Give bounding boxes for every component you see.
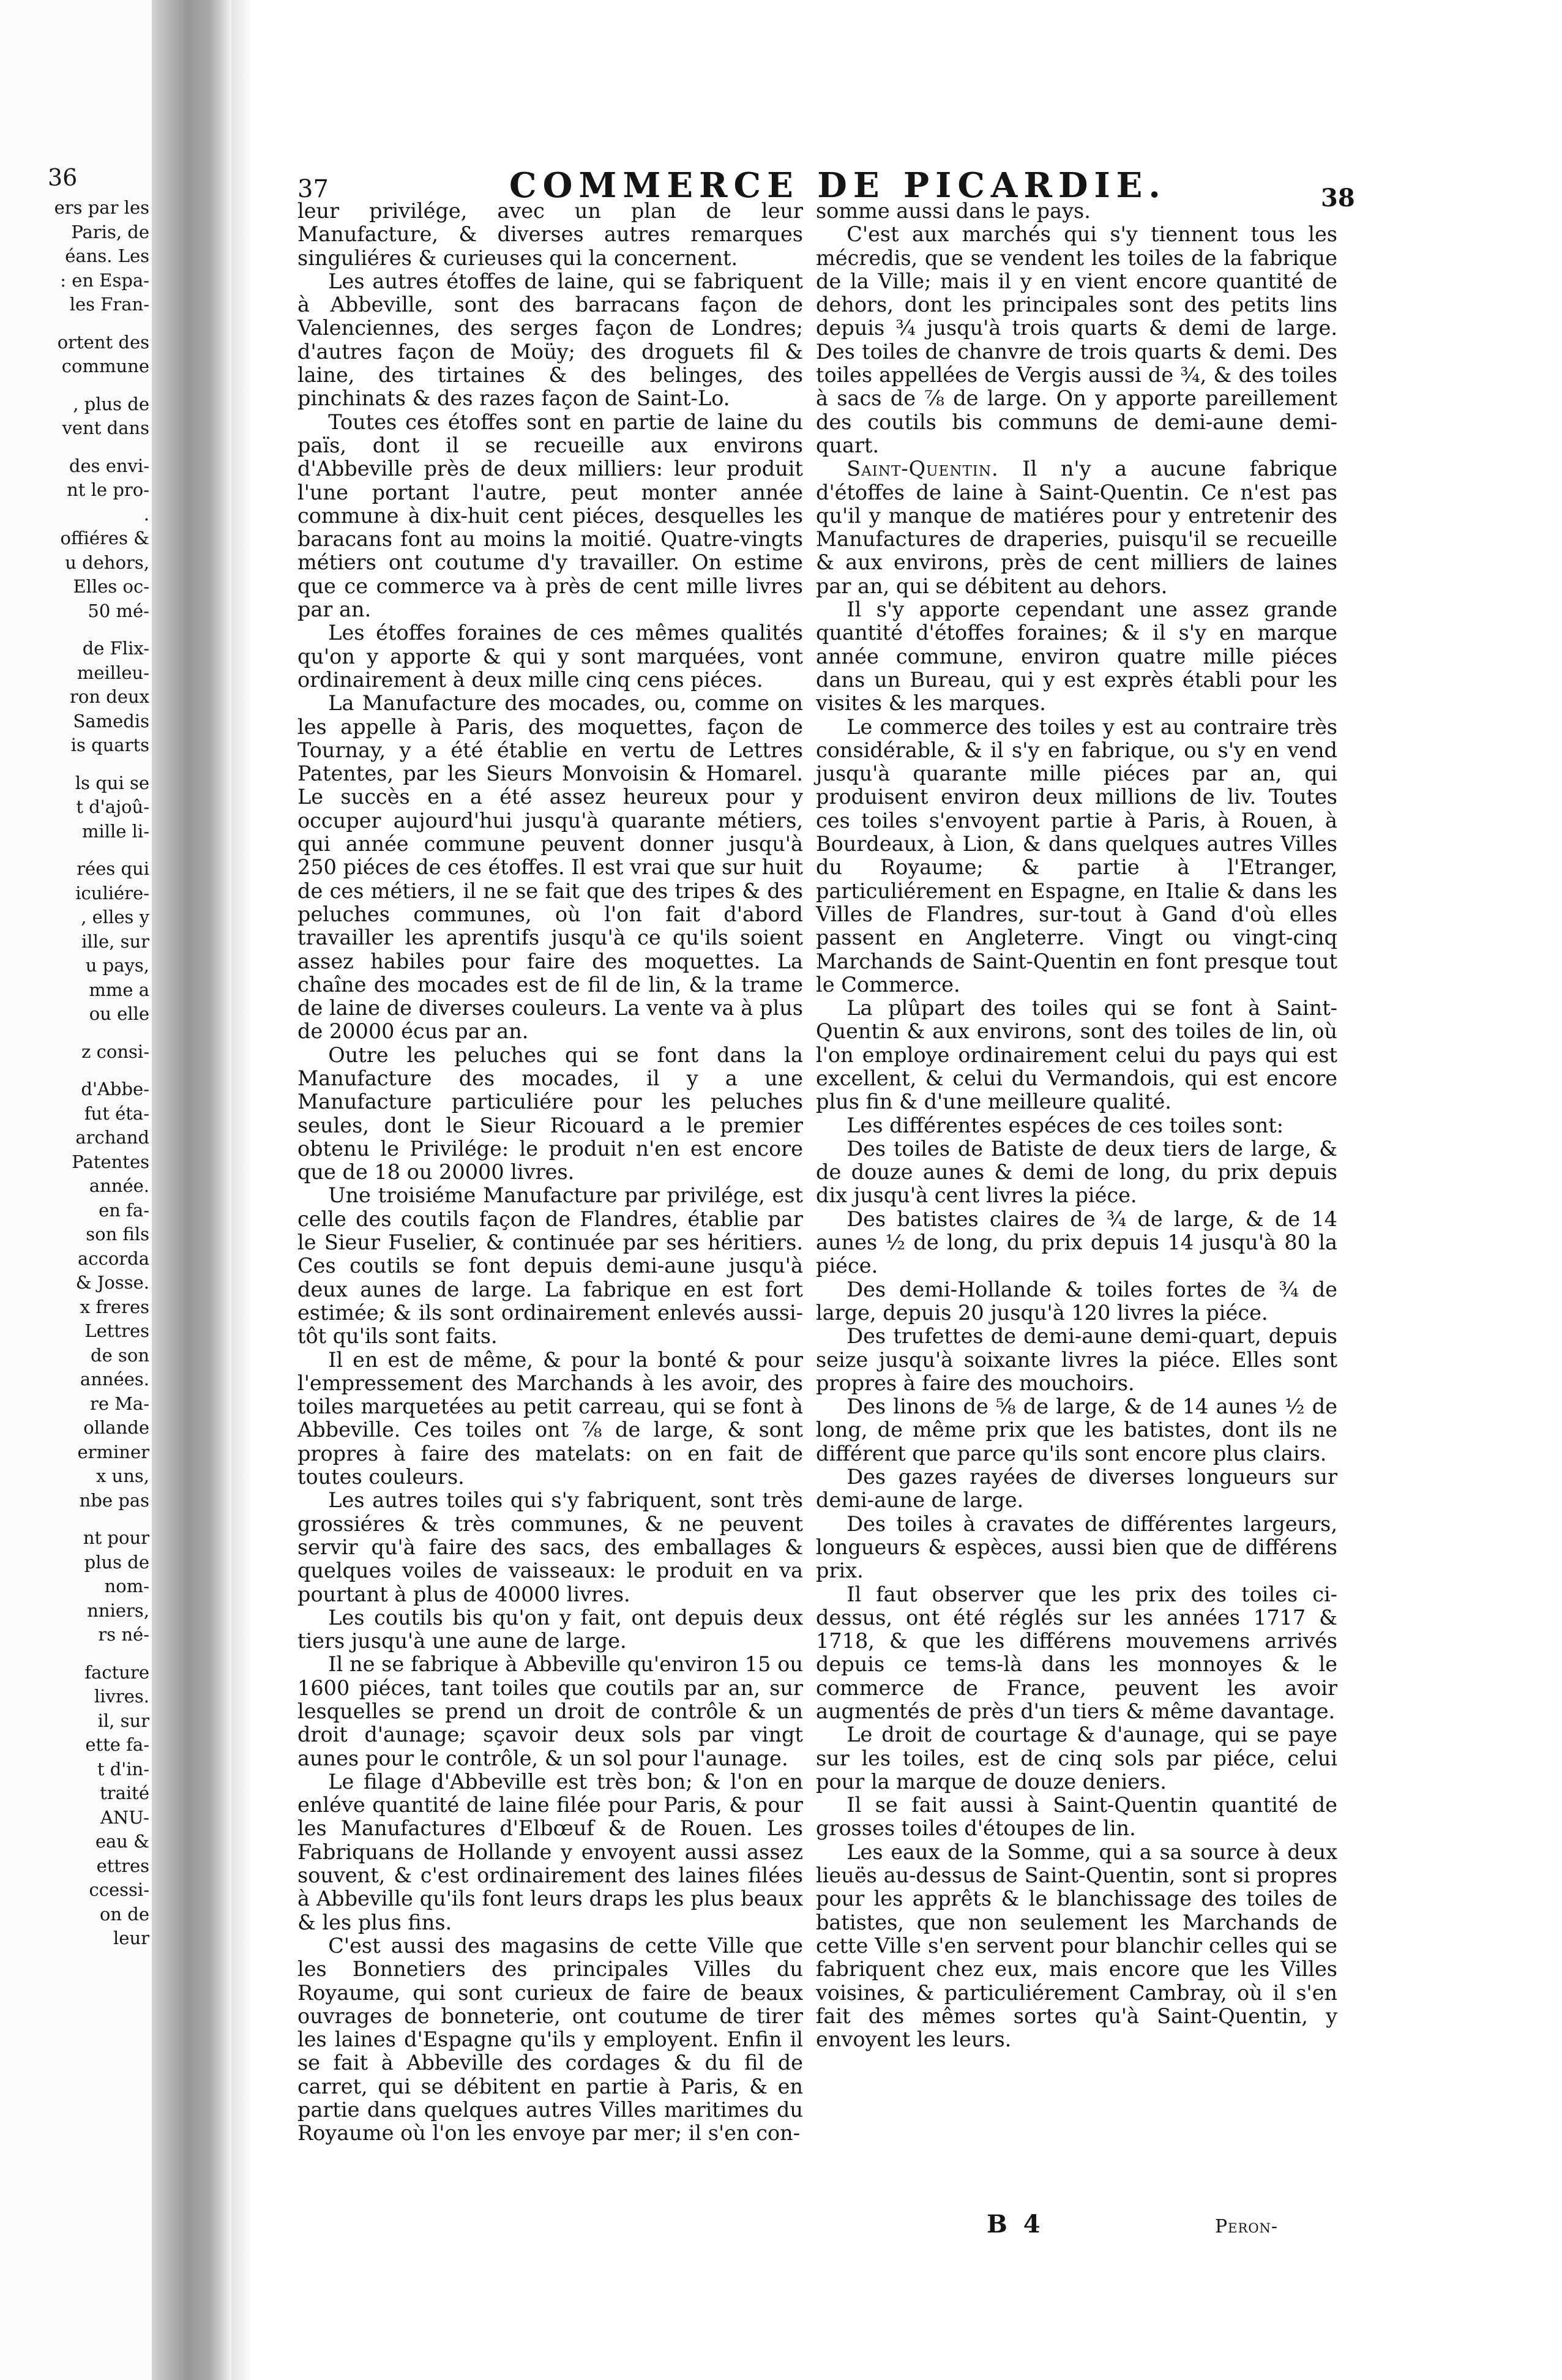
fragment-line: Patentes — [72, 1151, 149, 1172]
fragment-line: x freres — [80, 1296, 149, 1317]
paragraph: Les eaux de la Somme, qui a sa source à deux lieuës au-dessus de Saint-Quentin, sont si propres pour les apprêts & le blanchissage des toiles de batistes, que non seulement les Marchands de cette Ville s'en servent pour blanchir celles qui se fabriquent chez eux, mais encore que les Villes voisines, & particuliérement Cambray, où il s'en fait des mêmes sortes qu'à Saint-Quentin, y envoyent les leurs. — [816, 1839, 1337, 2052]
fragment-line: éans. Les — [65, 245, 149, 266]
fragment-line: offiéres & — [60, 528, 149, 548]
fragment-line: ron deux — [70, 686, 149, 707]
fragment-line: on de — [99, 1903, 149, 1925]
paragraph: La Manufacture des mocades, ou, comme on les appelle à Paris, des moquettes, façon de Tournay, y a été établie en vertu de Lettres Patentes, par les Sieurs Monvoisin & Homarel. Le succès en a été assez heureux pour y occuper aujourd'hui jusqu'à quarante métiers, qui année commune peuvent donner jusqu'à 250 piéces de ces étoffes. Il est vrai que sur huit de ces métiers, il ne se fait que des tripes & des peluches communes, où l'on fait d'abord travailler les aprentifs jusqu'à ce qu'ils soient assez habiles pour faire des moquettes. La chaîne des mocades est de fil de lin, & la trame de laine de diverses couleurs. La vente va à plus de 20000 écus par an. — [297, 691, 803, 1044]
paragraph: Il en est de même, & pour la bonté & pour l'empressement des Marchands à les avoir, des toiles marquetées au petit carreau, qui se font à Abbeville. Ces toiles ont ⅞ de large, & sont propres à faire des matelats: on en fait de toutes couleurs. — [297, 1347, 803, 1489]
fragment-line — [2, 317, 149, 331]
paragraph: La plûpart des toiles qui se font à Saint-Quentin & aux environs, sont des toiles de lin, où l'on employe ordinairement celui du pays qui est excellent, & celui du Vermandois, qui est encore plus fin & d'une meilleure qualité. — [816, 996, 1337, 1114]
fragment-line: Samedis — [73, 710, 149, 732]
saint-quentin-text: Il n'y a aucune fabrique d'étoffes de laine à Saint-Quentin. Ce n'est pas qu'il y manque de matiéres pour y entretenir des Manufactures de draperies, puisqu'il se recueille & aux environs, près de cent milliers de laines par an, qui se débitent au dehors. — [816, 457, 1337, 598]
fragment-line — [2, 1647, 149, 1661]
paragraph: Les coutils bis qu'on y fait, ont depuis deux tiers jusqu'à une aune de large. — [297, 1605, 803, 1653]
fragment-line: archand — [75, 1127, 149, 1148]
fragment-line: erminer — [77, 1441, 149, 1462]
fragment-line: : en Espa- — [60, 269, 149, 291]
paragraph: Les autres toiles qui s'y fabriquent, sont très grossiéres & très communes, & ne peuvent servir qu'à faire des sacs, des emballages & quelques voiles de vaisseaux: le produit en va pourtant à plus de 40000 livres. — [297, 1488, 803, 1606]
fragment-line: en fa- — [99, 1199, 149, 1221]
fragment-line: Lettres — [84, 1320, 149, 1341]
running-title: COMMERCE DE PICARDIE. — [509, 165, 1167, 206]
paragraph: Des toiles de Batiste de deux tiers de large, & de douze aunes & demi de long, du prix depuis dix jusqu'à cent livres la piéce. — [816, 1136, 1337, 1208]
fragment-line: ettres — [96, 1855, 149, 1876]
left-page-number: 37 — [297, 175, 329, 203]
fragment-line: t d'in- — [97, 1758, 149, 1779]
paragraph: Les étoffes foraines de ces mêmes qualités qu'on y apporte & qui y sont marquées, vont ordinairement à deux mille cinq cens piéces. — [297, 621, 803, 692]
previous-page-number: 36 — [48, 164, 78, 191]
fragment-line: années. — [80, 1369, 149, 1390]
paragraph: Il s'y apporte cependant une assez grande quantité d'étoffes foraines; & il s'y en marque année commune, environ quatre mille piéces dans un Bureau, qui y est exprès établi pour les visites & les marques. — [816, 597, 1337, 716]
paragraph: Il faut observer que les prix des toiles ci-dessus, ont été réglés sur les années 1717 & 1718, & que les différens mouvemens arrivés depuis ce tems-là dans les monnoyes & le commerce de France, peuvent les avoir augmentés de près d'un tiers & même davantage. — [816, 1582, 1337, 1723]
fragment-line: 50 mé- — [88, 600, 149, 621]
paragraph: Le commerce des toiles y est au contraire très considérable, & il s'y en fabrique, ou s'y en vend jusqu'à quarante mille piéces par an, qui produisent environ deux millions de liv. Toutes ces toiles s'envoyent partie à Paris, à Rouen, à Bourdeaux, à Lion, & dans quelques autres Villes du Royaume; & partie à l'Etranger, particuliérement en Espagne, en Italie & dans les Villes de Flandres, sur-tout à Gand d'où elles passent en Angleterre. Vingt ou vingt-cinq Marchands de Saint-Quentin en font presque tout le Commerce. — [816, 714, 1337, 997]
fragment-line: d'Abbe- — [81, 1079, 149, 1099]
fragment-line: rs né- — [98, 1624, 149, 1645]
paragraph: Des gazes rayées de diverses longueurs sur demi-aune de large. — [816, 1465, 1337, 1513]
fragment-line: mille li- — [81, 820, 149, 842]
fragment-line: nniers, — [87, 1600, 149, 1621]
previous-page-lines — [2, 196, 149, 1951]
fragment-line: année. — [89, 1175, 149, 1196]
fragment-line: eau & — [95, 1831, 149, 1852]
fragment-line: ls qui se — [75, 772, 149, 793]
fragment-line: ille, sur — [81, 930, 149, 952]
fragment-line: ollande — [83, 1417, 149, 1438]
fragment-line: ette fa- — [85, 1734, 149, 1755]
signature-mark: B 4 — [987, 2210, 1044, 2239]
fragment-line: u dehors, — [65, 552, 149, 573]
fragment-line: , plus de — [73, 393, 149, 414]
fragment-line: traité — [100, 1783, 149, 1803]
fragment-line: mme a — [89, 979, 149, 1000]
gutter-shade — [231, 0, 253, 2380]
fragment-line: x uns, — [95, 1465, 149, 1486]
fragment-line: nt pour — [83, 1527, 149, 1548]
paragraph: Les différentes espéces de ces toiles sont: — [846, 1113, 1284, 1137]
fragment-line: de Flix- — [82, 638, 149, 659]
fragment-line: . — [143, 503, 149, 525]
fragment-line — [2, 844, 149, 857]
paragraph: Une troisiéme Manufacture par privilége, est celle des coutils façon de Flandres, établie par le Sieur Fuselier, & continuée par ses héritiers. Ces coutils se font depuis demi-aune jusqu'à deux aunes de large. La fabrique en est fort estimée; & ils sont ordinairement enlevés aussi-tôt qu'ils sont faits. — [297, 1183, 803, 1349]
paragraph: Toutes ces étoffes sont en partie de laine du païs, dont il se recueille aux environs d'Abbeville près de deux milliers: leur produit l'une portant l'autre, peut monter année commune à dix-huit cent piéces, desquelles les baracans font au moins la moitié. Quatre-vingts métiers ont coutume d'y travailler. On estime que ce commerce va à près de cent mille livres par an. — [297, 410, 803, 622]
paragraph: C'est aussi des magasins de cette Ville que les Bonnetiers des principales Villes du Royaume, qui sont curieux de faire de beaux ouvrages de bonneterie, ont coutume de tirer les laines d'Espagne qu'ils y employent. Enfin il se fait à Abbeville des cordages & du fil de carret, qui se débitent en partie à Paris, & en partie dans quelques autres Villes maritimes du Royaume où l'on les envoye par mer; il s'en con- — [297, 1933, 803, 2146]
paragraph: Il se fait aussi à Saint-Quentin quantité de grosses toiles d'étoupes de lin. — [816, 1793, 1337, 1841]
paragraph: Le droit de courtage & d'aunage, qui se paye sur les toiles, est de cinq sols par piéce, celui pour la marque de douze deniers. — [816, 1723, 1337, 1794]
fragment-line: is quarts — [70, 735, 149, 755]
right-text-column — [816, 200, 1337, 2051]
fragment-line: meilleu- — [77, 662, 149, 683]
fragment-line: accorda — [78, 1248, 149, 1269]
fragment-line: plus de — [84, 1551, 149, 1573]
fragment-line: des envi- — [69, 455, 149, 476]
fragment-line: son fils — [86, 1224, 149, 1244]
fragment-line: livres. — [94, 1686, 149, 1707]
fragment-line: nbe pas — [79, 1489, 149, 1511]
fragment-line — [2, 758, 149, 771]
paragraph: Des toiles à cravates de différentes largeurs, longueurs & espèces, aussi bien que de différens prix. — [816, 1511, 1337, 1583]
fragment-line: ou elle — [89, 1003, 149, 1024]
saint-quentin-paragraph — [816, 457, 1337, 598]
fragment-line: re Ma- — [89, 1393, 149, 1414]
opening-line: somme aussi dans le pays. — [816, 199, 1091, 223]
fragment-line: il, sur — [97, 1710, 149, 1731]
fragment-line: les Fran- — [69, 294, 149, 315]
fragment-line — [2, 1027, 149, 1040]
fragment-line — [2, 379, 149, 392]
fragment-line: , elles y — [81, 907, 149, 927]
paragraph: Il ne se fabrique à Abbeville qu'environ 15 ou 1600 piéces, tant toiles que coutils par an, sur lesquelles se prend un droit de contrôle & un droit d'aunage; sçavoir deux sols par vingt aunes pour le contrôle, & un sol pour l'aunage. — [297, 1652, 803, 1770]
paragraph: Des batistes claires de ¾ de large, & de 14 aunes ½ de long, du prix depuis 14 jusqu'à 80 la piéce. — [816, 1207, 1337, 1278]
paragraph: Les autres étoffes de laine, qui se fabriquent à Abbeville, sont des barracans façon de Valenciennes, des serges façon de Londres; d'autres façon de Moüy; des droguets fil & laine, des tirtaines & des belinges, des pinchinats & des razes façon de Saint-Lo. — [297, 269, 803, 411]
paragraph: Outre les peluches qui se font dans la Manufacture des mocades, il y a une Manufacture particuliére pour les peluches seules, dont le Sieur Ricouard a le premier obtenu le Privilége: le produit n'en est encore que de 18 ou 20000 livres. — [297, 1042, 803, 1184]
fragment-line: commune — [61, 356, 149, 376]
right-paragraphs-before — [816, 223, 1337, 457]
fragment-line: ers par les — [54, 197, 149, 218]
fragment-line: iculiére- — [75, 882, 149, 904]
catchword: Peron- — [1215, 2216, 1279, 2237]
book-gutter — [152, 0, 231, 2380]
fragment-line: Paris, de — [71, 221, 149, 242]
fragment-line: leur — [113, 1928, 149, 1948]
fragment-line: de son — [91, 1344, 149, 1366]
paragraph: Des demi-Hollande & toiles fortes de ¾ de large, depuis 20 jusqu'à 120 livres la piéce. — [816, 1277, 1337, 1325]
fragment-line: rées qui — [77, 858, 149, 879]
fragment-line: t d'ajoû- — [76, 796, 149, 817]
fragment-line: u pays, — [85, 955, 149, 976]
fragment-line: fut éta- — [84, 1102, 149, 1124]
paragraph: Des linons de ⅝ de large, & de 14 aunes ½ de long, de même prix que les batistes, dont ils ne différent que parce qu'ils sont encore plus clairs. — [816, 1394, 1337, 1465]
fragment-line: ANU- — [100, 1806, 149, 1828]
fragment-line — [2, 1064, 149, 1077]
fragment-line: Elles oc- — [73, 576, 149, 597]
paragraph: leur privilége, avec un plan de leur Manufacture, & diverses autres remarques singuliéres & curieuses qui la concernent. — [297, 199, 803, 270]
fragment-line — [2, 623, 149, 637]
paragraph: C'est aux marchés qui s'y tiennent tous les mécredis, que se vendent les toiles de la fabrique de la Ville; mais il y en vient encore quantité de dehors, dont les principales sont des petits lins depuis ¾ jusqu'à trois quarts & demi de large. Des toiles de chanvre de trois quarts & demi. Des toiles appellées de Vergis aussi de ¾, & des toiles à sacs de ⅞ de large. On y apporte pareillement des coutils bis communs de demi-aune demi-quart. — [816, 222, 1337, 457]
fragment-line — [2, 441, 149, 454]
fragment-line: ortent des — [57, 331, 149, 353]
fragment-line: ccessi- — [89, 1879, 149, 1900]
fragment-line: vent dans — [62, 417, 149, 438]
fragment-line: nom- — [104, 1576, 149, 1596]
fragment-line — [2, 1513, 149, 1526]
fragment-line: facture — [84, 1661, 149, 1683]
saint-quentin-heading: Saint-Quentin. — [846, 457, 999, 481]
right-page-number: 38 — [1321, 184, 1355, 212]
right-paragraphs-after — [816, 598, 1337, 2051]
left-text-column — [297, 200, 803, 2146]
fragment-line: nt le pro- — [67, 479, 149, 500]
paragraph: Des trufettes de demi-aune demi-quart, depuis seize jusqu'à soixante livres la piéce. Elles sont propres à faire des mouchoirs. — [816, 1324, 1337, 1395]
paragraph: Le filage d'Abbeville est très bon; & l'on en enléve quantité de laine filée pour Paris, & pour les Manufactures d'Elbœuf & de Rouen. Les Fabriquans de Hollande y envoyent aussi assez souvent, & c'est ordinairement des laines filées à Abbeville qu'ils font leurs draps les plus beaux & les plus fins. — [297, 1769, 803, 1934]
fragment-line: & Josse. — [75, 1272, 149, 1293]
fragment-line: z consi- — [81, 1041, 149, 1062]
previous-page-fragment — [0, 0, 152, 2380]
